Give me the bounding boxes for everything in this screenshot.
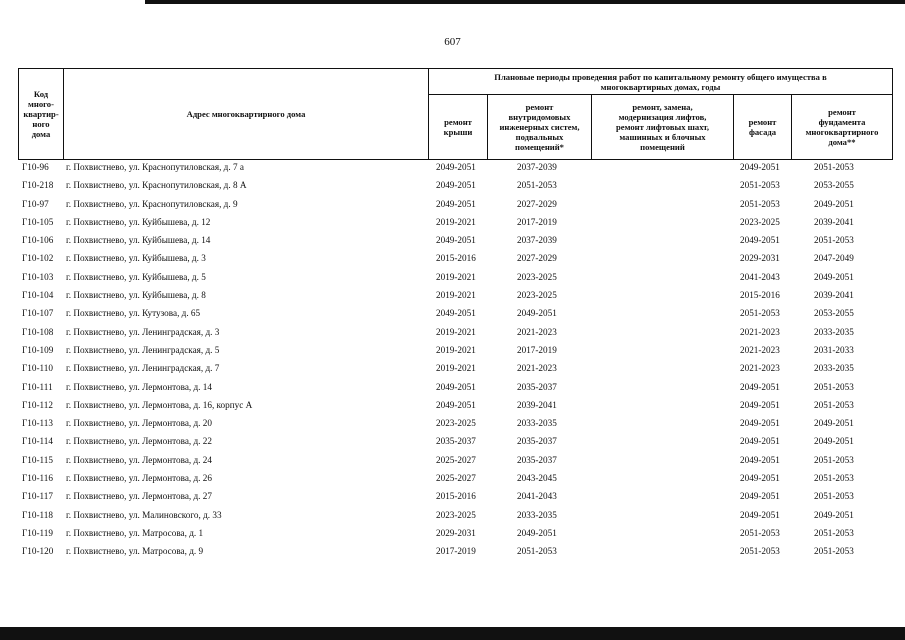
- table-row: [18, 398, 893, 416]
- header-eng-line: инженерных систем,: [499, 122, 580, 132]
- cell-engineering: 2051-2053: [517, 180, 557, 191]
- cell-code: Г10-109: [22, 344, 54, 355]
- cell-foundation: 2049-2051: [814, 271, 854, 282]
- cell-roof: 2015-2016: [436, 253, 476, 264]
- cell-address: г. Похвистнево, ул. Куйбышева, д. 3: [66, 253, 206, 264]
- cell-foundation: 2051-2053: [814, 162, 854, 172]
- header-roof: [428, 94, 488, 160]
- cell-code: Г10-112: [22, 399, 53, 410]
- header-facade: [733, 94, 792, 160]
- cell-engineering: 2021-2023: [517, 363, 557, 374]
- cell-facade: 2041-2043: [740, 271, 780, 282]
- cell-engineering: 2033-2035: [517, 509, 557, 520]
- cell-code: Г10-97: [22, 198, 49, 209]
- cell-foundation: 2051-2053: [814, 546, 854, 557]
- cell-code: Г10-104: [22, 290, 54, 301]
- cell-facade: 2021-2023: [740, 326, 780, 337]
- cell-foundation: 2051-2053: [814, 235, 854, 246]
- table-row: [18, 526, 893, 544]
- cell-code: Г10-118: [22, 509, 53, 520]
- cell-roof: 2029-2031: [436, 527, 476, 538]
- header-address: [63, 68, 429, 160]
- header-code-line: Код: [33, 89, 49, 99]
- cell-foundation: 2039-2041: [814, 216, 854, 227]
- cell-engineering: 2049-2051: [517, 527, 557, 538]
- cell-engineering: 2017-2019: [517, 344, 557, 355]
- header-eng-line: внутридомовых: [508, 112, 571, 122]
- cell-facade: 2049-2051: [740, 399, 780, 410]
- cell-facade: 2021-2023: [740, 344, 780, 355]
- cell-code: Г10-103: [22, 271, 54, 282]
- cell-code: Г10-117: [22, 491, 53, 502]
- cell-engineering: 2017-2019: [517, 216, 557, 227]
- cell-facade: 2049-2051: [740, 473, 780, 484]
- cell-code: Г10-113: [22, 418, 53, 429]
- cell-foundation: 2039-2041: [814, 290, 854, 301]
- cell-address: г. Похвистнево, ул. Лермонтова, д. 22: [66, 436, 212, 447]
- header-address-text: Адрес многоквартирного дома: [186, 109, 306, 119]
- cell-engineering: 2033-2035: [517, 418, 557, 429]
- header-foundation-line: фундамента: [818, 117, 866, 127]
- cell-address: г. Похвистнево, ул. Краснопутиловская, д. 9: [66, 198, 238, 209]
- cell-code: Г10-108: [22, 326, 54, 337]
- header-facade-line: ремонт: [748, 117, 777, 127]
- table-row: [18, 343, 893, 361]
- table-row: [18, 215, 893, 233]
- cell-roof: 2035-2037: [436, 436, 476, 447]
- cell-code: Г10-115: [22, 454, 53, 465]
- table-row: [18, 489, 893, 507]
- cell-engineering: 2039-2041: [517, 399, 557, 410]
- header-lifts-line: машинных и блочных: [619, 132, 706, 142]
- cell-address: г. Похвистнево, ул. Ленинградская, д. 7: [66, 363, 220, 374]
- cell-roof: 2019-2021: [436, 290, 476, 301]
- cell-foundation: 2053-2055: [814, 308, 854, 319]
- cell-engineering: 2041-2043: [517, 491, 557, 502]
- table-row: [18, 288, 893, 306]
- cell-address: г. Похвистнево, ул. Краснопутиловская, д. 7 а: [66, 162, 244, 172]
- cell-roof: 2049-2051: [436, 180, 476, 191]
- cell-roof: 2019-2021: [436, 216, 476, 227]
- cell-address: г. Похвистнево, ул. Куйбышева, д. 5: [66, 271, 206, 282]
- cell-code: Г10-119: [22, 527, 53, 538]
- cell-facade: 2049-2051: [740, 491, 780, 502]
- table-row: [18, 251, 893, 269]
- table-body: [18, 160, 893, 563]
- cell-foundation: 2049-2051: [814, 509, 854, 520]
- cell-foundation: 2051-2053: [814, 381, 854, 392]
- table-row: [18, 508, 893, 526]
- table-row: [18, 233, 893, 251]
- cell-roof: 2025-2027: [436, 473, 476, 484]
- cell-facade: 2049-2051: [740, 436, 780, 447]
- header-engineering: [487, 94, 592, 160]
- header-code-line: квартир-: [23, 109, 59, 119]
- header-foundation-line: дома**: [828, 137, 856, 147]
- cell-code: Г10-106: [22, 235, 54, 246]
- cell-roof: 2049-2051: [436, 399, 476, 410]
- header-lifts-line: ремонт лифтовых шахт,: [615, 122, 709, 132]
- cell-facade: 2023-2025: [740, 216, 780, 227]
- cell-code: Г10-107: [22, 308, 54, 319]
- table-row: [18, 434, 893, 452]
- cell-engineering: 2023-2025: [517, 290, 557, 301]
- table-row: [18, 270, 893, 288]
- cell-code: Г10-116: [22, 473, 53, 484]
- cell-code: Г10-218: [22, 180, 54, 191]
- top-border-bar: [145, 0, 905, 4]
- cell-facade: 2051-2053: [740, 546, 780, 557]
- header-lifts-line: модернизация лифтов,: [618, 112, 707, 122]
- cell-code: Г10-110: [22, 363, 53, 374]
- cell-address: г. Похвистнево, ул. Кутузова, д. 65: [66, 308, 201, 319]
- cell-facade: 2051-2053: [740, 527, 780, 538]
- cell-address: г. Похвистнево, ул. Куйбышева, д. 8: [66, 290, 206, 301]
- cell-code: Г10-111: [22, 381, 53, 392]
- cell-facade: 2049-2051: [740, 418, 780, 429]
- cell-foundation: 2049-2051: [814, 436, 854, 447]
- header-foundation-line: многоквартирного: [805, 127, 879, 137]
- table-row: [18, 453, 893, 471]
- cell-roof: 2023-2025: [436, 418, 476, 429]
- page-number: 607: [444, 36, 461, 48]
- cell-roof: 2049-2051: [436, 381, 476, 392]
- cell-roof: 2019-2021: [436, 271, 476, 282]
- cell-foundation: 2049-2051: [814, 198, 854, 209]
- cell-address: г. Похвистнево, ул. Лермонтова, д. 20: [66, 418, 212, 429]
- cell-address: г. Похвистнево, ул. Малиновского, д. 33: [66, 509, 222, 520]
- cell-address: г. Похвистнево, ул. Ленинградская, д. 5: [66, 344, 220, 355]
- cell-engineering: 2043-2045: [517, 473, 557, 484]
- cell-facade: 2029-2031: [740, 253, 780, 264]
- cell-engineering: 2035-2037: [517, 454, 557, 465]
- cell-facade: 2049-2051: [740, 235, 780, 246]
- table-row: [18, 361, 893, 379]
- cell-facade: 2049-2051: [740, 509, 780, 520]
- cell-facade: 2049-2051: [740, 381, 780, 392]
- table-row: [18, 416, 893, 434]
- header-foundation: [791, 94, 893, 160]
- cell-foundation: 2049-2051: [814, 418, 854, 429]
- cell-engineering: 2035-2037: [517, 436, 557, 447]
- header-planned-line: Плановые периоды проведения работ по капитальному ремонту общего имущества в: [494, 71, 827, 82]
- cell-address: г. Похвистнево, ул. Лермонтова, д. 27: [66, 491, 212, 502]
- cell-roof: 2019-2021: [436, 363, 476, 374]
- cell-facade: 2049-2051: [740, 162, 780, 172]
- header-planned-line: многоквартирных домах, годы: [600, 81, 721, 92]
- cell-engineering: 2035-2037: [517, 381, 557, 392]
- cell-address: г. Похвистнево, ул. Матросова, д. 9: [66, 546, 204, 557]
- cell-address: г. Похвистнево, ул. Лермонтова, д. 16, корпус А: [66, 399, 253, 410]
- cell-foundation: 2033-2035: [814, 326, 854, 337]
- cell-foundation: 2051-2053: [814, 454, 854, 465]
- header-roof-line: крыши: [443, 127, 473, 137]
- cell-roof: 2015-2016: [436, 491, 476, 502]
- cell-foundation: 2051-2053: [814, 527, 854, 538]
- cell-roof: 2049-2051: [436, 308, 476, 319]
- cell-address: г. Похвистнево, ул. Краснопутиловская, д. 8 А: [66, 180, 247, 191]
- cell-foundation: 2051-2053: [814, 473, 854, 484]
- cell-foundation: 2031-2033: [814, 344, 854, 355]
- cell-address: г. Похвистнево, ул. Лермонтова, д. 26: [66, 473, 212, 484]
- cell-foundation: 2051-2053: [814, 399, 854, 410]
- header-lifts-line: ремонт, замена,: [632, 102, 693, 112]
- header-lifts-line: помещений: [640, 142, 685, 152]
- cell-engineering: 2027-2029: [517, 198, 557, 209]
- cell-code: Г10-102: [22, 253, 54, 264]
- header-code-line: ного: [32, 119, 50, 129]
- bottom-border-bar: [0, 627, 905, 640]
- cell-roof: 2019-2021: [436, 326, 476, 337]
- cell-facade: 2051-2053: [740, 180, 780, 191]
- cell-engineering: 2023-2025: [517, 271, 557, 282]
- cell-address: г. Похвистнево, ул. Куйбышева, д. 14: [66, 235, 211, 246]
- cell-facade: 2051-2053: [740, 308, 780, 319]
- table-row: [18, 197, 893, 215]
- cell-roof: 2019-2021: [436, 344, 476, 355]
- cell-address: г. Похвистнево, ул. Лермонтова, д. 24: [66, 454, 212, 465]
- cell-code: Г10-114: [22, 436, 53, 447]
- header-eng-line: помещений*: [515, 142, 564, 152]
- cell-roof: 2023-2025: [436, 509, 476, 520]
- cell-foundation: 2047-2049: [814, 253, 854, 264]
- table-row: [18, 471, 893, 489]
- cell-facade: 2015-2016: [740, 290, 780, 301]
- header-code-line: много-: [28, 99, 54, 109]
- header-foundation-line: ремонт: [828, 107, 856, 117]
- cell-code: Г10-96: [22, 162, 49, 172]
- cell-facade: 2021-2023: [740, 363, 780, 374]
- cell-address: г. Похвистнево, ул. Лермонтова, д. 14: [66, 381, 212, 392]
- cell-engineering: 2037-2039: [517, 235, 557, 246]
- header-facade-line: фасада: [748, 127, 777, 137]
- cell-roof: 2049-2051: [436, 198, 476, 209]
- cell-facade: 2051-2053: [740, 198, 780, 209]
- cell-engineering: 2049-2051: [517, 308, 557, 319]
- cell-address: г. Похвистнево, ул. Матросова, д. 1: [66, 527, 204, 538]
- cell-facade: 2049-2051: [740, 454, 780, 465]
- table-row: [18, 160, 893, 178]
- cell-roof: 2017-2019: [436, 546, 476, 557]
- cell-address: г. Похвистнево, ул. Куйбышева, д. 12: [66, 216, 211, 227]
- cell-engineering: 2021-2023: [517, 326, 557, 337]
- cell-foundation: 2053-2055: [814, 180, 854, 191]
- cell-roof: 2049-2051: [436, 162, 476, 172]
- cell-roof: 2025-2027: [436, 454, 476, 465]
- table-row: [18, 380, 893, 398]
- header-eng-line: подвальных: [515, 132, 564, 142]
- cell-engineering: 2051-2053: [517, 546, 557, 557]
- cell-code: Г10-105: [22, 216, 54, 227]
- header-roof-line: ремонт: [444, 117, 472, 127]
- cell-engineering: 2037-2039: [517, 162, 557, 172]
- header-planned-periods: [428, 68, 893, 95]
- header-code: [18, 68, 64, 160]
- cell-address: г. Похвистнево, ул. Ленинградская, д. 3: [66, 326, 220, 337]
- table-row: [18, 306, 893, 324]
- table-row: [18, 544, 893, 562]
- table-row: [18, 325, 893, 343]
- cell-foundation: 2051-2053: [814, 491, 854, 502]
- cell-foundation: 2033-2035: [814, 363, 854, 374]
- table-row: [18, 178, 893, 196]
- cell-code: Г10-120: [22, 546, 54, 557]
- cell-engineering: 2027-2029: [517, 253, 557, 264]
- header-lifts: [591, 94, 734, 160]
- header-eng-line: ремонт: [525, 102, 554, 112]
- cell-roof: 2049-2051: [436, 235, 476, 246]
- header-code-line: дома: [31, 129, 51, 139]
